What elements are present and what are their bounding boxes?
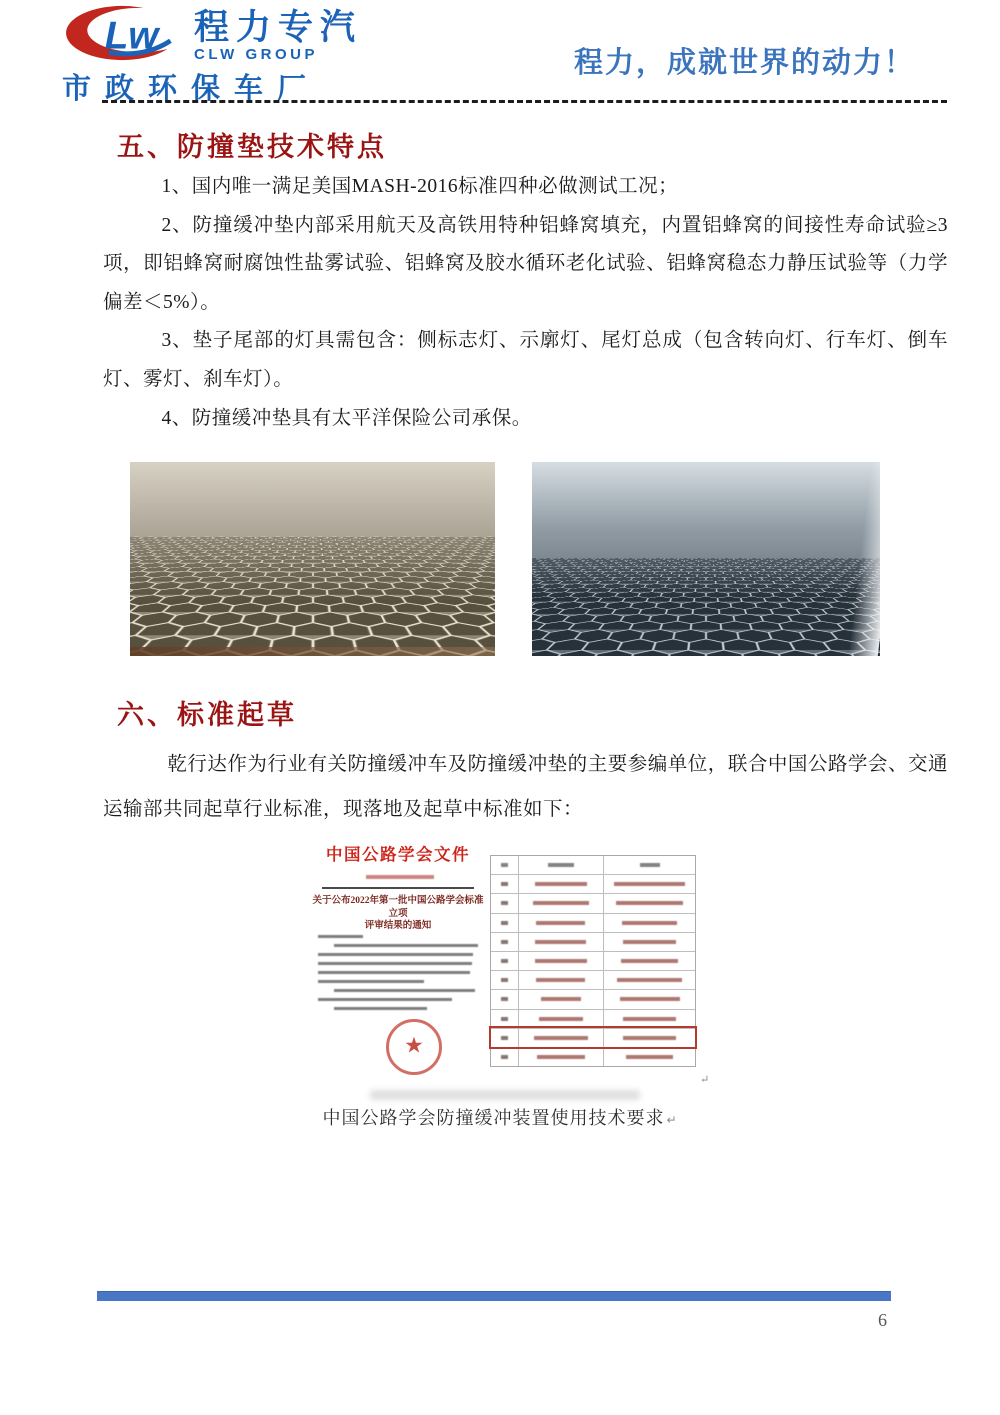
table-row: [491, 1047, 695, 1066]
section5-body: [103, 168, 948, 438]
table-row: [491, 951, 695, 970]
honeycomb-pattern-cool: [532, 558, 880, 656]
table-cell: [518, 971, 604, 989]
table-cell: [603, 952, 695, 970]
table-cell: [603, 933, 695, 951]
company-logo: [62, 4, 422, 107]
honeycomb-photo-right: [532, 462, 880, 656]
table-cell: [603, 914, 695, 932]
return-mark: ↵: [700, 1074, 710, 1086]
table-cell: [491, 1029, 518, 1047]
section6-title: 六、标准起草: [117, 700, 297, 730]
letter-title-line2: 评审结果的通知: [364, 921, 432, 931]
return-mark: ↵: [666, 1113, 678, 1127]
brand-text-block: [194, 4, 362, 63]
table-header-row: [491, 856, 695, 874]
table-cell: [518, 952, 604, 970]
honeycomb-photo-left: [130, 462, 495, 656]
table-cell: [491, 990, 518, 1008]
table-cell: [491, 875, 518, 893]
table-row: [491, 913, 695, 932]
table-cell: [518, 856, 604, 874]
letter-rule: [322, 887, 474, 889]
tech-item-2: 2、防撞缓冲垫内部采用航天及高铁用特种铝蜂窝填充，内置铝蜂窝的间接性寿命试验≥3项，即铝蜂窝耐腐蚀性盐雾试验、铝蜂窝及胶水循环老化试验、铝蜂窝稳态力静压试验等（力学偏差＜5%）。: [103, 214, 948, 313]
svg-text:Lw: Lw: [104, 14, 159, 58]
table-row: [491, 970, 695, 989]
table-cell: [518, 1010, 604, 1028]
logo-top-row: [62, 4, 422, 63]
table-cell: [518, 1048, 604, 1066]
table-cell: [491, 933, 518, 951]
caption-text: 中国公路学会防撞缓冲装置使用技术要求: [322, 1108, 665, 1128]
tech-item-3: 3、垫子尾部的灯具需包含：侧标志灯、示廓灯、尾灯总成（包含转向灯、行车灯、倒车灯、雾灯、刹车灯）。: [103, 330, 948, 390]
letter-doc-number-blur: [366, 875, 434, 879]
table-cell: [491, 894, 518, 912]
letter-title: [312, 895, 484, 933]
scanned-document-image: [308, 833, 710, 1087]
table-cell: [603, 1029, 695, 1047]
honeycomb-pattern-warm: [130, 537, 495, 656]
page-number: 6: [878, 1310, 887, 1330]
tech-item-1: 1、国内唯一满足美国MASH-2016标准四种必做测试工况；: [161, 176, 679, 197]
footer-bar: [97, 1291, 891, 1301]
table-cell: [518, 933, 604, 951]
brand-name-cn: 程力专汽: [194, 8, 363, 47]
table-row: [491, 932, 695, 951]
scan-caption: [0, 1104, 1000, 1130]
letter-body-blur: [318, 929, 478, 1016]
honeycomb-photos-row: [130, 462, 880, 656]
section6-body: [103, 742, 948, 832]
table-cell: [518, 875, 604, 893]
table-row: [491, 893, 695, 912]
seal-star-icon: ★: [404, 1033, 424, 1059]
table-cell: [603, 894, 695, 912]
standards-table: [490, 855, 696, 1067]
faint-ghost-text: [370, 1090, 640, 1100]
official-seal-icon: [386, 1019, 442, 1075]
section5-title: 五、防撞垫技术特点: [117, 132, 387, 162]
letter-title-line1: 关于公布2022年第一批中国公路学会标准立项: [312, 896, 484, 919]
table-cell: [603, 856, 695, 874]
company-slogan: 程力，成就世界的动力！: [574, 47, 916, 79]
table-cell: [518, 990, 604, 1008]
table-cell: [491, 971, 518, 989]
table-cell: [603, 1048, 695, 1066]
table-cell: [603, 1010, 695, 1028]
table-cell: [603, 990, 695, 1008]
table-row: [491, 989, 695, 1008]
table-cell: [491, 1048, 518, 1066]
table-cell: [491, 914, 518, 932]
table-row: [491, 1028, 695, 1047]
table-cell: [603, 875, 695, 893]
dashed-divider: [102, 100, 947, 103]
tech-item-4: 4、防撞缓冲垫具有太平洋保险公司承保。: [161, 407, 532, 429]
table-cell: [603, 971, 695, 989]
table-row: [491, 1009, 695, 1028]
table-cell: [491, 856, 518, 874]
letter-header: 中国公路学会文件: [326, 845, 470, 864]
table-cell: [518, 914, 604, 932]
table-cell: [491, 952, 518, 970]
draft-paragraph: 乾行达作为行业有关防撞缓冲车及防撞缓冲垫的主要参编单位，联合中国公路学会、交通运输部共同起草行业标准，现落地及起草中标准如下：: [103, 754, 948, 820]
official-letter: [308, 833, 488, 1087]
table-row: [491, 874, 695, 893]
table-cell: [491, 1010, 518, 1028]
division-name: 市政环保车厂: [62, 73, 321, 106]
table-cell: [518, 1029, 604, 1047]
table-cell: [518, 894, 604, 912]
clw-crescent-logo-icon: [62, 4, 188, 62]
brand-name-en: CLW GROUP: [194, 45, 318, 63]
